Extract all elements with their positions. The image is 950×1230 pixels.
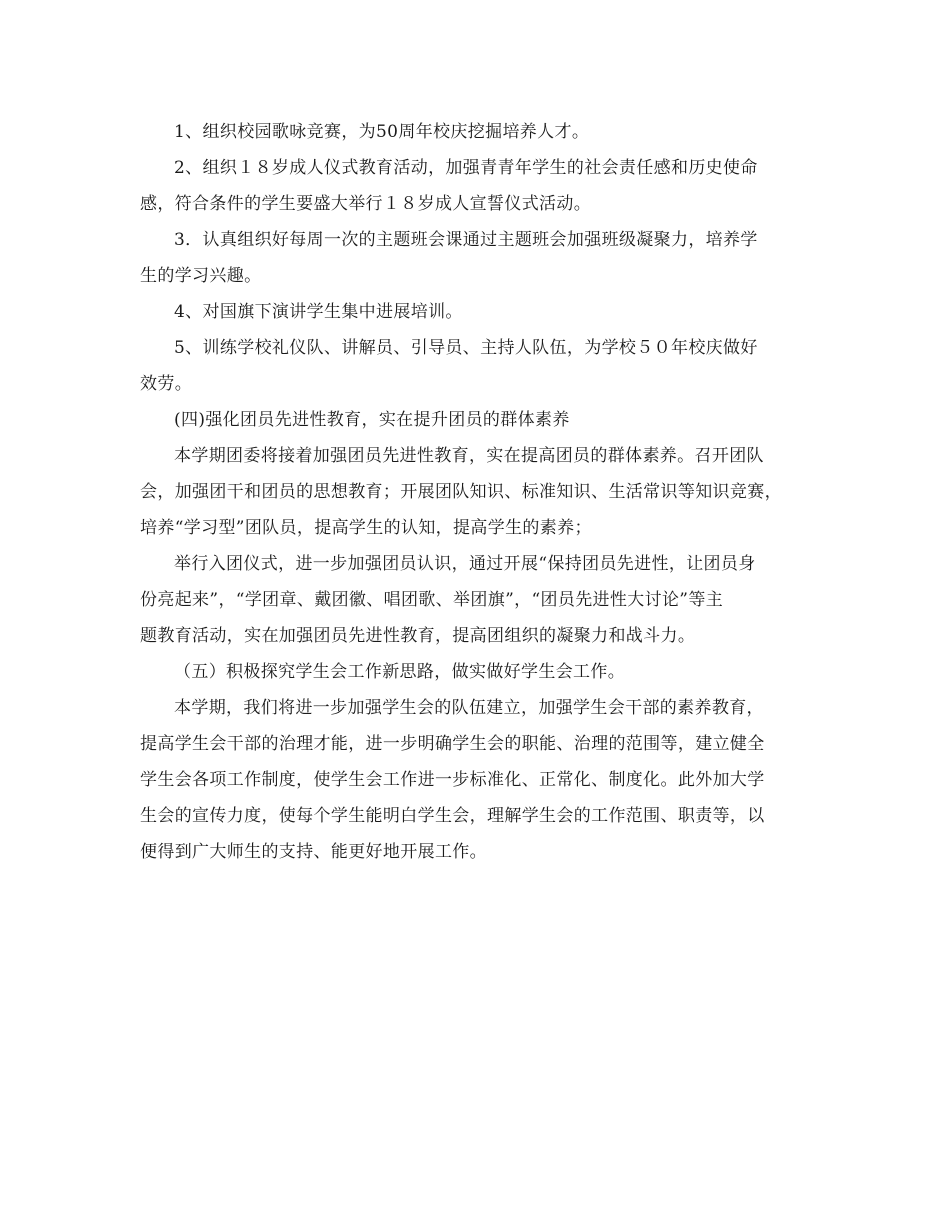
text-line: 4、对国旗下演讲学生集中进展培训。 <box>174 302 463 322</box>
text-line: 举行入团仪式，进一步加强团员认识，通过开展“保持团员先进性，让团员身 <box>174 554 756 574</box>
paragraph-body-2 <box>140 546 812 654</box>
text-line: 题教育活动，实在加强团员先进性教育，提高团组织的凝聚力和战斗力。 <box>140 626 696 646</box>
paragraph-item-5 <box>140 330 812 402</box>
paragraph-item-3 <box>140 222 812 294</box>
paragraph-item-1 <box>140 114 812 150</box>
paragraph-body-3 <box>140 690 812 870</box>
text-line: 5、训练学校礼仪队、讲解员、引导员、主持人队伍，为学校５０年校庆做好 <box>174 338 758 358</box>
text-line: 提高学生会干部的治理才能，进一步明确学生会的职能、治理的范围等，建立健全 <box>140 734 765 754</box>
text-line: 3．认真组织好每周一次的主题班会课通过主题班会加强班级凝聚力，培养学 <box>174 230 758 250</box>
text-line: 会，加强团干和团员的思想教育；开展团队知识、标准知识、生活常识等知识竞赛， <box>140 482 782 502</box>
text-line: 生会的宣传力度，使每个学生能明白学生会，理解学生会的工作范围、职责等，以 <box>140 806 765 826</box>
paragraph-item-2 <box>140 150 812 222</box>
text-line: 培养“学习型”团队员，提高学生的认知，提高学生的素养； <box>140 518 592 538</box>
paragraph-body-1 <box>140 438 812 546</box>
section-heading-4 <box>140 402 812 438</box>
text-line: 生的学习兴趣。 <box>140 266 262 286</box>
text-line: （五）积极探究学生会工作新思路，做实做好学生会工作。 <box>174 662 626 682</box>
paragraph-item-4 <box>140 294 812 330</box>
section-heading-5 <box>140 654 812 690</box>
text-line: 便得到广大师生的支持、能更好地开展工作。 <box>140 842 487 862</box>
text-line: 份亮起来”，“学团章、戴团徽、唱团歌、举团旗”，“团员先进性大讨论”等主 <box>140 590 724 610</box>
text-line: 效劳。 <box>140 374 193 394</box>
text-line: (四)强化团员先进性教育，实在提升团员的群体素养 <box>174 410 570 430</box>
text-line: 1、组织校园歌咏竞赛，为50周年校庆挖掘培养人才。 <box>174 122 590 142</box>
text-line: 学生会各项工作制度，使学生会工作进一步标准化、正常化、制度化。此外加大学 <box>140 770 765 790</box>
text-line: 2、组织１８岁成人仪式教育活动，加强青青年学生的社会责任感和历史使命 <box>174 158 758 178</box>
text-line: 本学期团委将接着加强团员先进性教育，实在提高团员的群体素养。召开团队 <box>174 446 764 466</box>
text-line: 感，符合条件的学生要盛大举行１８岁成人宣誓仪式活动。 <box>140 194 592 214</box>
document-body <box>140 114 812 870</box>
text-line: 本学期，我们将进一步加强学生会的队伍建立，加强学生会干部的素养教育， <box>174 698 764 718</box>
